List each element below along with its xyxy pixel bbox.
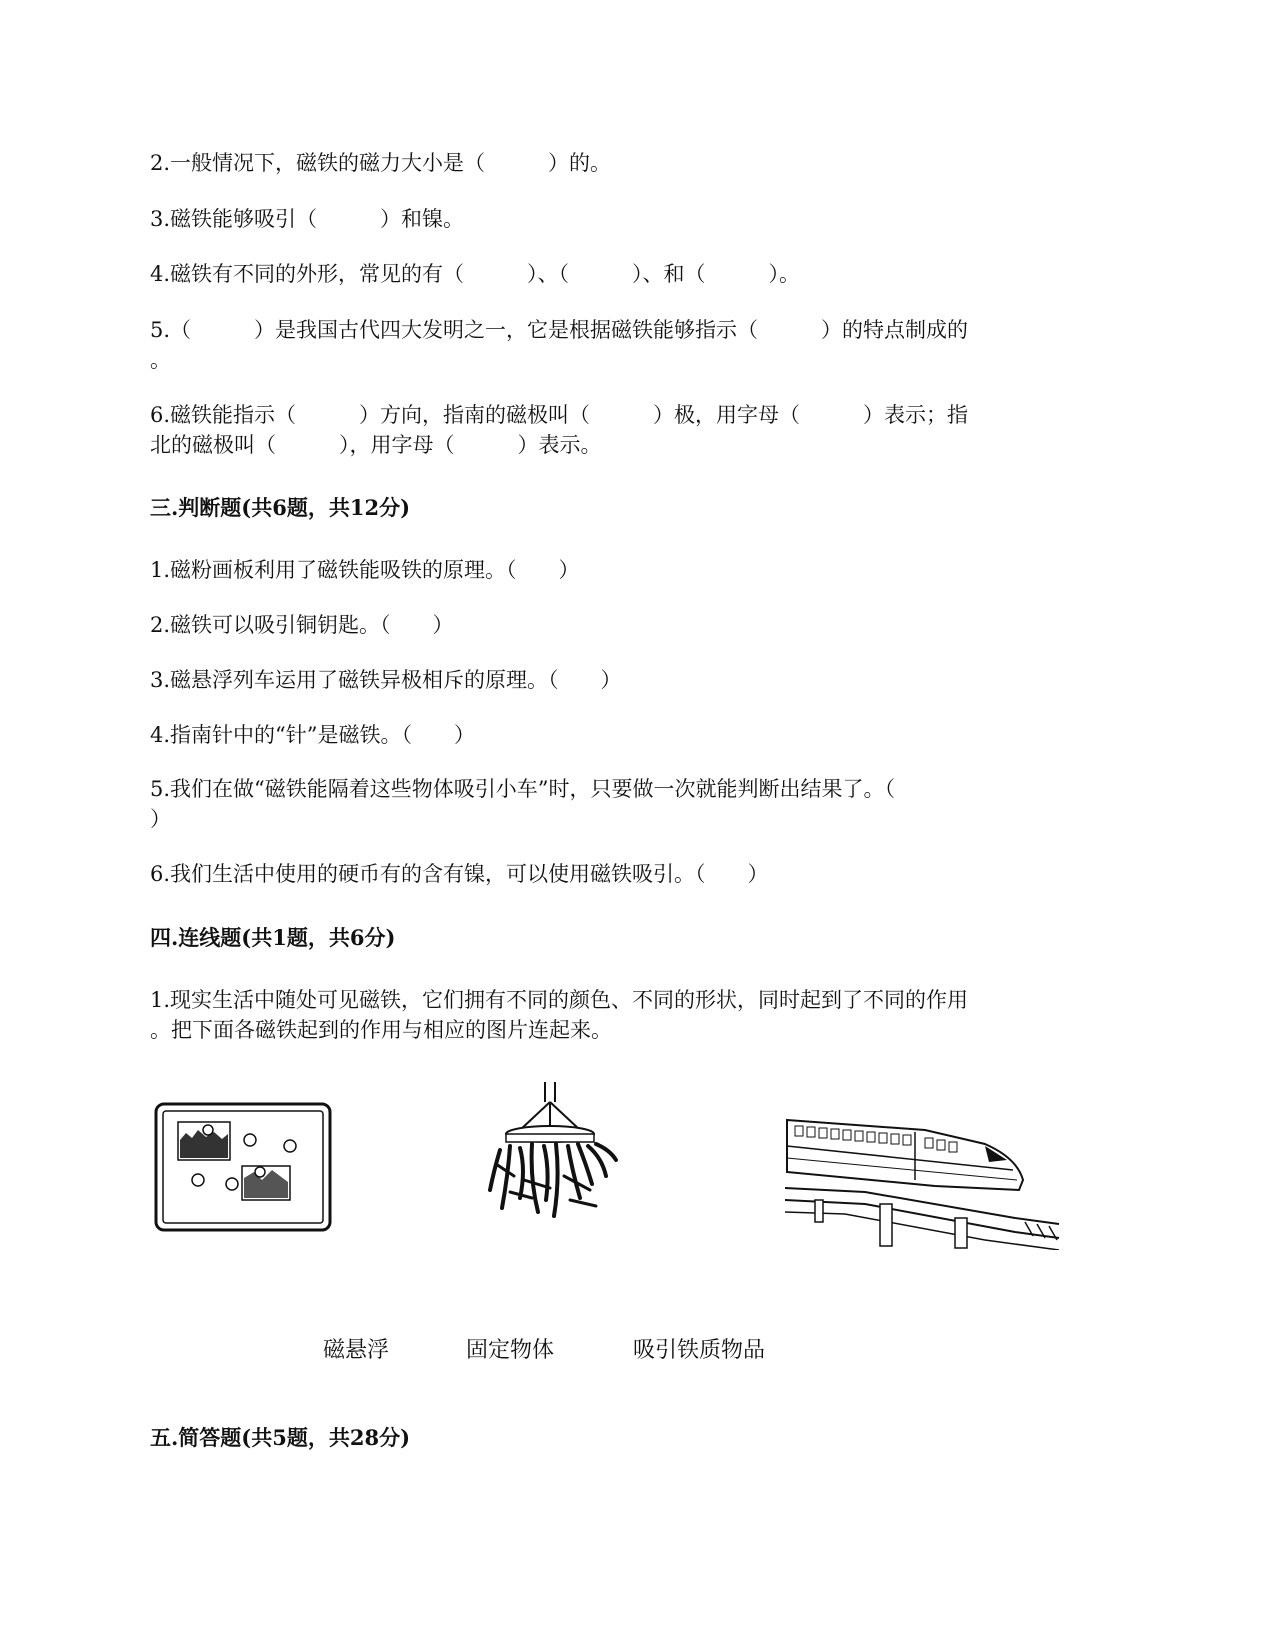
- whiteboard-magnets-image: [150, 1100, 335, 1235]
- label-fix-objects: 固定物体: [466, 1338, 555, 1363]
- judge-question-2: 2.磁铁可以吸引铜钥匙。（ ）: [150, 613, 454, 637]
- judge-question-4: 4.指南针中的“针”是磁铁。（ ）: [150, 723, 476, 747]
- judge-question-6: 6.我们生活中使用的硬币有的含有镍，可以使用磁铁吸引。（ ）: [150, 862, 769, 886]
- fill-question-4: 4.磁铁有不同的外形，常见的有（ ）、（ ）、和（ ）。: [150, 262, 801, 286]
- label-maglev: 磁悬浮: [323, 1338, 390, 1363]
- match-question-line1: 1.现实生活中随处可见磁铁，它们拥有不同的颜色、不同的形状，同时起到了不同的作用: [150, 988, 969, 1012]
- fill-question-5-line2: 。: [150, 348, 171, 372]
- fill-question-2: 2.一般情况下，磁铁的磁力大小是（ ）的。: [150, 151, 612, 175]
- section-4-title: 四.连线题(共1题，共6分): [150, 925, 396, 950]
- section-5-title: 五.简答题(共5题，共28分): [150, 1425, 411, 1450]
- label-attract-iron: 吸引铁质物品: [633, 1338, 766, 1363]
- section-3-title: 三.判断题(共6题，共12分): [150, 495, 411, 520]
- fill-question-6-line2: 北的磁极叫（ ），用字母（ ）表示。: [150, 433, 602, 457]
- judge-question-5-line2: ）: [150, 807, 171, 831]
- judge-question-5-line1: 5.我们在做“磁铁能隔着这些物体吸引小车”时，只要做一次就能判断出结果了。（: [150, 777, 896, 801]
- crane-magnet-image: [480, 1080, 630, 1230]
- fill-question-3: 3.磁铁能够吸引（ ）和镍。: [150, 207, 465, 231]
- judge-question-3: 3.磁悬浮列车运用了磁铁异极相斥的原理。（ ）: [150, 668, 622, 692]
- fill-question-6-line1: 6.磁铁能指示（ ）方向，指南的磁极叫（ ）极，用字母（ ）表示；指: [150, 403, 969, 427]
- maglev-train-image: [785, 1100, 1060, 1250]
- judge-question-1: 1.磁粉画板利用了磁铁能吸铁的原理。（ ）: [150, 558, 580, 582]
- fill-question-5-line1: 5.（ ）是我国古代四大发明之一，它是根据磁铁能够指示（ ）的特点制成的: [150, 318, 969, 342]
- match-question-line2: 。把下面各磁铁起到的作用与相应的图片连起来。: [150, 1018, 612, 1042]
